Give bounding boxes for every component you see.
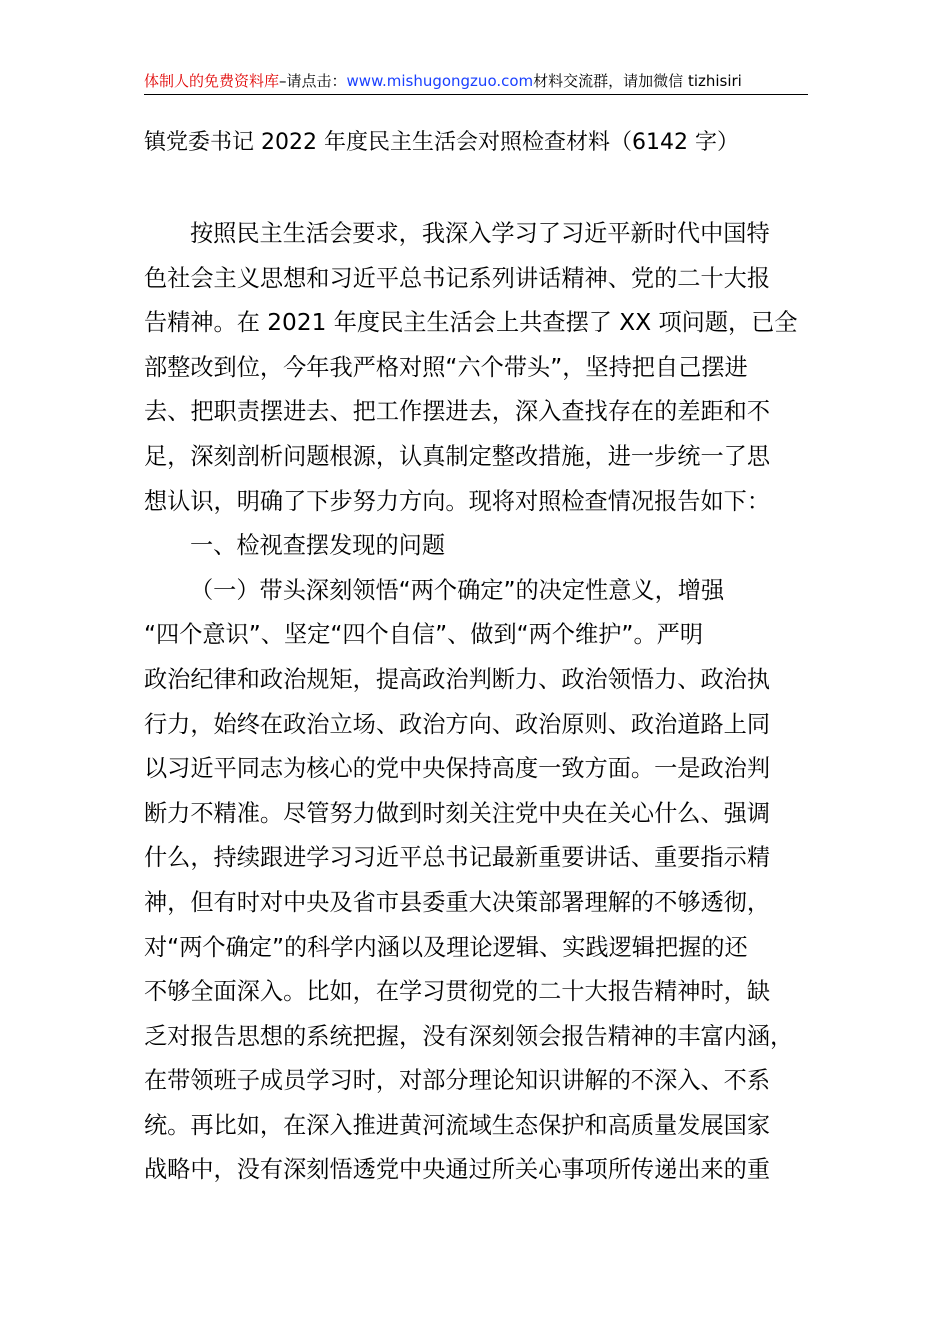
paragraph-line: 什么，持续跟进学习习近平总书记最新重要讲话、重要指示精: [144, 844, 771, 872]
paragraph-line: 色社会主义思想和习近平总书记系列讲话精神、党的二十大报: [144, 264, 771, 292]
paragraph-line: 去、把职责摆进去、把工作摆进去，深入查找存在的差距和不: [144, 398, 771, 426]
paragraph-line: （一）带头深刻领悟“两个确定”的决定性意义，增强: [190, 576, 725, 604]
header-divider: [144, 94, 808, 95]
paragraph-line: 告精神。在 2021 年度民主生活会上共查摆了 XX 项问题，已全: [144, 309, 798, 337]
paragraph-line: 不够全面深入。比如，在学习贯彻党的二十大报告精神时，缺: [144, 978, 771, 1006]
paragraph-line: “四个意识”、坚定“四个自信”、做到“两个维护”。严明: [144, 621, 704, 649]
document-title: 镇党委书记 2022 年度民主生活会对照检查材料（6142 字）: [144, 130, 739, 155]
paragraph-line: 神，但有时对中央及省市县委重大决策部署理解的不够透彻，: [144, 888, 771, 916]
header-brand: 体制人的免费资料库: [144, 72, 280, 90]
header-tail: 材料交流群，请加微信 tizhisiri: [533, 72, 742, 90]
paragraph-line: 对“两个确定”的科学内涵以及理论逻辑、实践逻辑把握的还: [144, 933, 748, 961]
paragraph-line: 想认识，明确了下步努力方向。现将对照检查情况报告如下：: [144, 487, 771, 515]
page-header: [144, 70, 808, 94]
document-body: [144, 212, 808, 1193]
section-heading: 一、检视查摆发现的问题: [190, 532, 446, 560]
paragraph-line: 政治纪律和政治规矩，提高政治判断力、政治领悟力、政治执: [144, 665, 771, 693]
paragraph-line: 按照民主生活会要求，我深入学习了习近平新时代中国特: [190, 220, 770, 247]
paragraph-line: 行力，始终在政治立场、政治方向、政治原则、政治道路上同: [144, 710, 771, 738]
paragraph-line: 断力不精准。尽管努力做到时刻关注党中央在关心什么、强调: [144, 799, 771, 827]
paragraph-line: 战略中，没有深刻悟透党中央通过所关心事项所传递出来的重: [144, 1156, 771, 1184]
header-url-link[interactable]: www.mishugongzuo.com: [346, 72, 534, 90]
paragraph-line: 部整改到位，今年我严格对照“六个带头”，坚持把自己摆进: [144, 353, 748, 381]
paragraph-line: 在带领班子成员学习时，对部分理论知识讲解的不深入、不系: [144, 1067, 771, 1095]
paragraph-line: 乏对报告思想的系统把握，没有深刻领会报告精神的丰富内涵，: [144, 1022, 794, 1050]
header-prompt: –请点击：: [279, 72, 347, 90]
paragraph-line: 足，深刻剖析问题根源，认真制定整改措施，进一步统一了思: [144, 442, 771, 470]
paragraph-line: 统。再比如，在深入推进黄河流域生态保护和高质量发展国家: [144, 1111, 771, 1139]
paragraph-line: 以习近平同志为核心的党中央保持高度一致方面。一是政治判: [144, 755, 771, 783]
